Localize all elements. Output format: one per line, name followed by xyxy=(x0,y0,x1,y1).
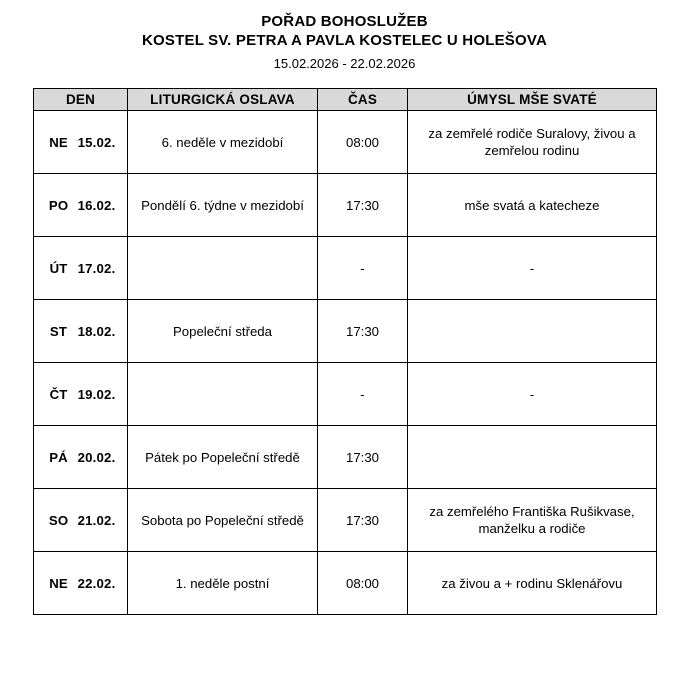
cell-intention xyxy=(408,300,657,363)
table-row xyxy=(34,237,657,300)
column-header-cas: ČAS xyxy=(318,89,408,111)
day-name: ST xyxy=(49,323,68,339)
day-name: SO xyxy=(48,512,69,528)
table-row xyxy=(34,426,657,489)
day-name: NE xyxy=(49,575,68,591)
day-name: NE xyxy=(49,134,68,150)
cell-intention: za zemřelého Františka Rušikvase, manželku a rodiče xyxy=(408,489,657,552)
day-date: 16.02. xyxy=(77,197,116,213)
cell-day xyxy=(34,111,128,174)
schedule-table-head xyxy=(34,89,657,111)
table-row xyxy=(34,363,657,426)
cell-day xyxy=(34,489,128,552)
table-row xyxy=(34,111,657,174)
cell-intention: - xyxy=(408,237,657,300)
day-name: PO xyxy=(48,197,69,213)
day-date: 17.02. xyxy=(77,260,116,276)
column-header-liturgie: LITURGICKÁ OSLAVA xyxy=(128,89,318,111)
day-date: 20.02. xyxy=(77,449,116,465)
cell-intention: za zemřelé rodiče Suralovy, živou a zemřelou rodinu xyxy=(408,111,657,174)
document-title-main: POŘAD BOHOSLUŽEB xyxy=(261,13,428,30)
cell-day xyxy=(34,174,128,237)
day-name: PÁ xyxy=(49,449,68,465)
column-header-den: DEN xyxy=(34,89,128,111)
day-name: ČT xyxy=(49,386,68,402)
table-row xyxy=(34,300,657,363)
cell-intention: mše svatá a katecheze xyxy=(408,174,657,237)
cell-liturgy: Pondělí 6. týdne v mezidobí xyxy=(128,174,318,237)
schedule-table xyxy=(33,88,657,615)
cell-time: 17:30 xyxy=(318,426,408,489)
cell-time: 17:30 xyxy=(318,300,408,363)
day-date: 21.02. xyxy=(77,512,116,528)
cell-liturgy: Sobota po Popeleční středě xyxy=(128,489,318,552)
cell-time: - xyxy=(318,363,408,426)
table-row xyxy=(34,552,657,615)
day-name: ÚT xyxy=(49,260,68,276)
cell-liturgy: Pátek po Popeleční středě xyxy=(128,426,318,489)
day-date: 18.02. xyxy=(77,323,116,339)
day-date: 15.02. xyxy=(77,134,116,150)
table-header-row xyxy=(34,89,657,111)
cell-time: 17:30 xyxy=(318,489,408,552)
day-date: 22.02. xyxy=(77,575,116,591)
cell-liturgy xyxy=(128,363,318,426)
cell-day xyxy=(34,552,128,615)
cell-time: 17:30 xyxy=(318,174,408,237)
document-title-church: KOSTEL SV. PETRA A PAVLA KOSTELEC U HOLEŠOVA xyxy=(142,32,547,49)
document-date-range: 15.02.2026 - 22.02.2026 xyxy=(273,56,416,71)
cell-intention xyxy=(408,426,657,489)
cell-intention: za živou a + rodinu Sklenářovu xyxy=(408,552,657,615)
cell-time: 08:00 xyxy=(318,111,408,174)
schedule-table-wrapper xyxy=(33,88,656,615)
table-row xyxy=(34,489,657,552)
cell-liturgy: 6. neděle v mezidobí xyxy=(128,111,318,174)
cell-day xyxy=(34,300,128,363)
cell-day xyxy=(34,237,128,300)
cell-liturgy xyxy=(128,237,318,300)
cell-time: 08:00 xyxy=(318,552,408,615)
schedule-table-body xyxy=(34,111,657,615)
cell-day xyxy=(34,363,128,426)
cell-intention: - xyxy=(408,363,657,426)
cell-liturgy: Popeleční středa xyxy=(128,300,318,363)
day-date: 19.02. xyxy=(77,386,116,402)
cell-liturgy: 1. neděle postní xyxy=(128,552,318,615)
cell-day xyxy=(34,426,128,489)
cell-time: - xyxy=(318,237,408,300)
column-header-umysl: ÚMYSL MŠE SVATÉ xyxy=(408,89,657,111)
document-header xyxy=(0,0,689,75)
table-row xyxy=(34,174,657,237)
